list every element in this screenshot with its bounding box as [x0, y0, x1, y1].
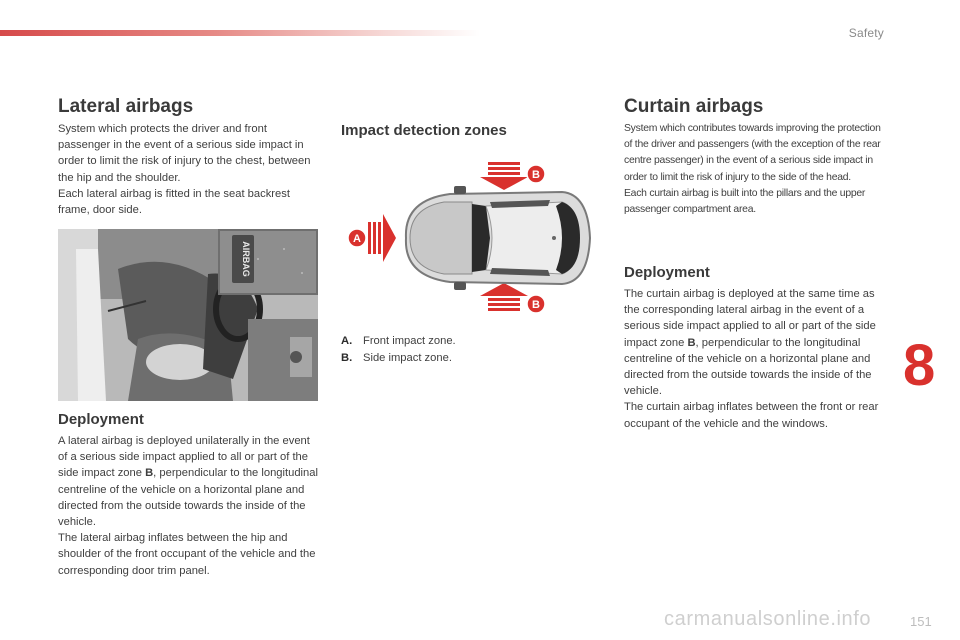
marker-b-label: B: [532, 169, 540, 181]
marker-b-top: [527, 165, 545, 183]
legend-text: Front impact zone.: [363, 335, 456, 347]
impact-zones-diagram: [340, 158, 600, 318]
lateral-intro-paragraph: System which protects the driver and front passenger in the event of a serious side impact in order to limit the risk of injury to the chest, between the hip and the shoulder.: [58, 123, 311, 184]
chapter-number: 8: [903, 333, 936, 398]
lateral-airbags-title: Lateral airbags: [58, 96, 194, 117]
marker-a-label: A: [353, 233, 361, 245]
lateral-deployment-text: [58, 433, 320, 579]
curtain-airbags-title: Curtain airbags: [624, 96, 764, 117]
legend-row: [341, 350, 456, 367]
curtain-deployment-text: [624, 286, 888, 432]
marker-a: [348, 229, 366, 247]
curtain-intro-paragraph: System which contributes towards improving the protection of the driver and passengers (with the exception of the rear centre passenger) in the event of a serious side impact in order to limit the risk of injury to the side of the head.: [624, 123, 881, 183]
lateral-deployment-paragraph: A lateral airbag is deployed unilaterally in the event of a serious side impact applied to all or part of the side impact zone B, perpendicular to the longitudinal centreline of the vehicle on a horizontal plane and directed from the outside towards the inside of the vehicle.: [58, 435, 318, 529]
side-impact-arrow-top: [480, 162, 528, 190]
impact-zones-title: Impact detection zones: [341, 122, 507, 139]
car-top-view: [406, 186, 590, 290]
curtain-intro-paragraph: Each curtain airbag is built into the pillars and the upper passenger compartment area.: [624, 187, 866, 216]
legend-text: Side impact zone.: [363, 351, 452, 364]
curtain-deployment-paragraph: The curtain airbag inflates between the front or rear occupant of the vehicle and the windows.: [624, 401, 879, 430]
lateral-airbags-intro: [58, 121, 320, 218]
curtain-airbags-intro: [624, 121, 888, 218]
watermark: carmanualsonline.info: [664, 608, 872, 630]
airbag-label-text: AIRBAG: [241, 241, 251, 277]
side-impact-arrow-bottom: [480, 283, 528, 311]
lateral-deployment-title: Deployment: [58, 411, 144, 428]
header-accent-bar: [0, 30, 480, 36]
legend-row: [341, 333, 456, 350]
front-impact-arrow: [368, 214, 396, 262]
marker-b-bottom: [527, 295, 545, 313]
curtain-deployment-paragraph: The curtain airbag is deployed at the same time as the corresponding lateral airbag in the event of a serious side impact applied to all or part of the side impact zone B, perpendicular to the longitudinal centreline of the vehicle on a horizontal plane and directed from the outside towards the inside of the vehicle.: [624, 288, 876, 398]
legend-key: B.: [341, 351, 353, 364]
lateral-airbag-photo: [58, 229, 318, 401]
section-label: Safety: [848, 26, 884, 40]
marker-b-label: B: [532, 299, 540, 311]
lateral-intro-paragraph: Each lateral airbag is fitted in the seat backrest frame, door side.: [58, 187, 290, 217]
impact-zones-legend: [341, 333, 456, 366]
legend-key: A.: [341, 335, 353, 347]
lateral-deployment-paragraph: The lateral airbag inflates between the hip and shoulder of the front occupant of the vehicle and the corresponding door trim panel.: [58, 532, 316, 577]
curtain-deployment-title: Deployment: [624, 264, 710, 281]
page-number: 151: [910, 614, 932, 629]
